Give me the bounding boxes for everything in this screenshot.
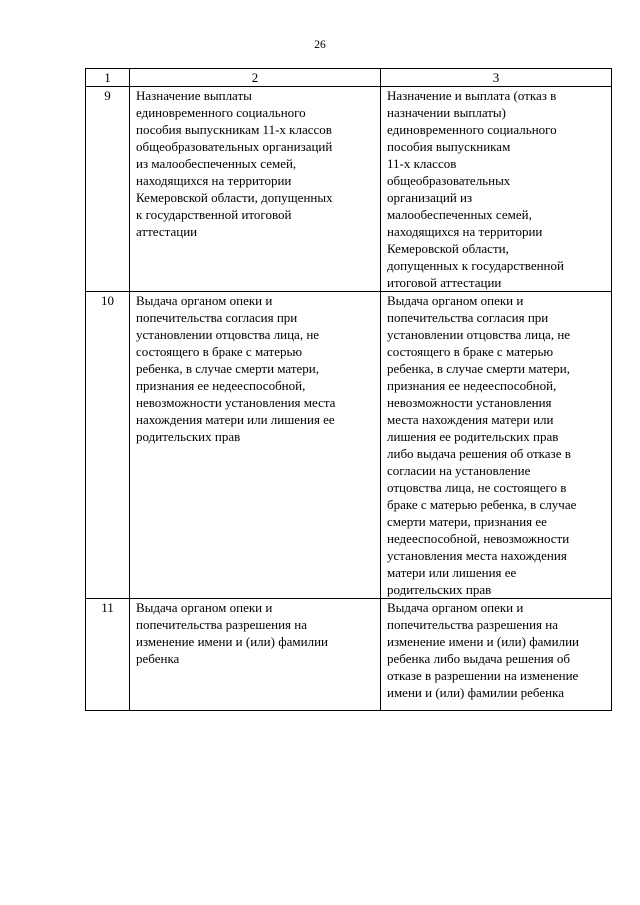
current-service-name: Выдача органом опеки и попечительства согласия при установлении отцовства лица, не состоящего в браке с матерью ребенка, в случае смерти матери, признания ее недееспособной, невозможности установления места нахождения матери или лишения ее родительских прав bbox=[130, 292, 381, 599]
table-header-row bbox=[86, 69, 612, 87]
new-service-name: Выдача органом опеки и попечительства разрешения на изменение имени и (или) фамилии ребенка либо выдача решения об отказе в разрешении на изменение имени и (или) фамилии ребенка bbox=[381, 599, 612, 711]
services-table bbox=[85, 68, 612, 711]
new-service-name: Выдача органом опеки и попечительства согласия при установлении отцовства лица, не состоящего в браке с матерью ребенка, в случае смерти матери, признания ее недееспособной, невозможности установления места нахождения матери или лишения ее родительских прав либо выдача решения об отказе в согласии на установление отцовства лица, не состоящего в браке с матерью ребенка, в случае смерти матери, признания ее недееспособной, невозможности установления места нахождения матери или лишения ее родительских прав bbox=[381, 292, 612, 599]
new-service-name: Назначение и выплата (отказ в назначении выплаты) единовременного социального пособия выпускникам 11-х классов общеобразовательных организаций из малообеспеченных семей, находящихся на территории Кемеровской области, допущенных к государственной итоговой аттестации bbox=[381, 87, 612, 292]
column-header-1: 1 bbox=[86, 69, 130, 87]
current-service-name: Назначение выплаты единовременного социального пособия выпускникам 11-х классов общеобразовательных организаций из малообеспеченных семей, находящихся на территории Кемеровской области, допущенных к государственной итоговой аттестации bbox=[130, 87, 381, 292]
column-header-3: 3 bbox=[381, 69, 612, 87]
table-row bbox=[86, 292, 612, 599]
row-number: 11 bbox=[86, 599, 130, 711]
row-number: 10 bbox=[86, 292, 130, 599]
page-number: 26 bbox=[314, 39, 326, 51]
current-service-name: Выдача органом опеки и попечительства разрешения на изменение имени и (или) фамилии ребенка bbox=[130, 599, 381, 711]
table-row bbox=[86, 87, 612, 292]
column-header-2: 2 bbox=[130, 69, 381, 87]
table-row bbox=[86, 599, 612, 711]
row-number: 9 bbox=[86, 87, 130, 292]
